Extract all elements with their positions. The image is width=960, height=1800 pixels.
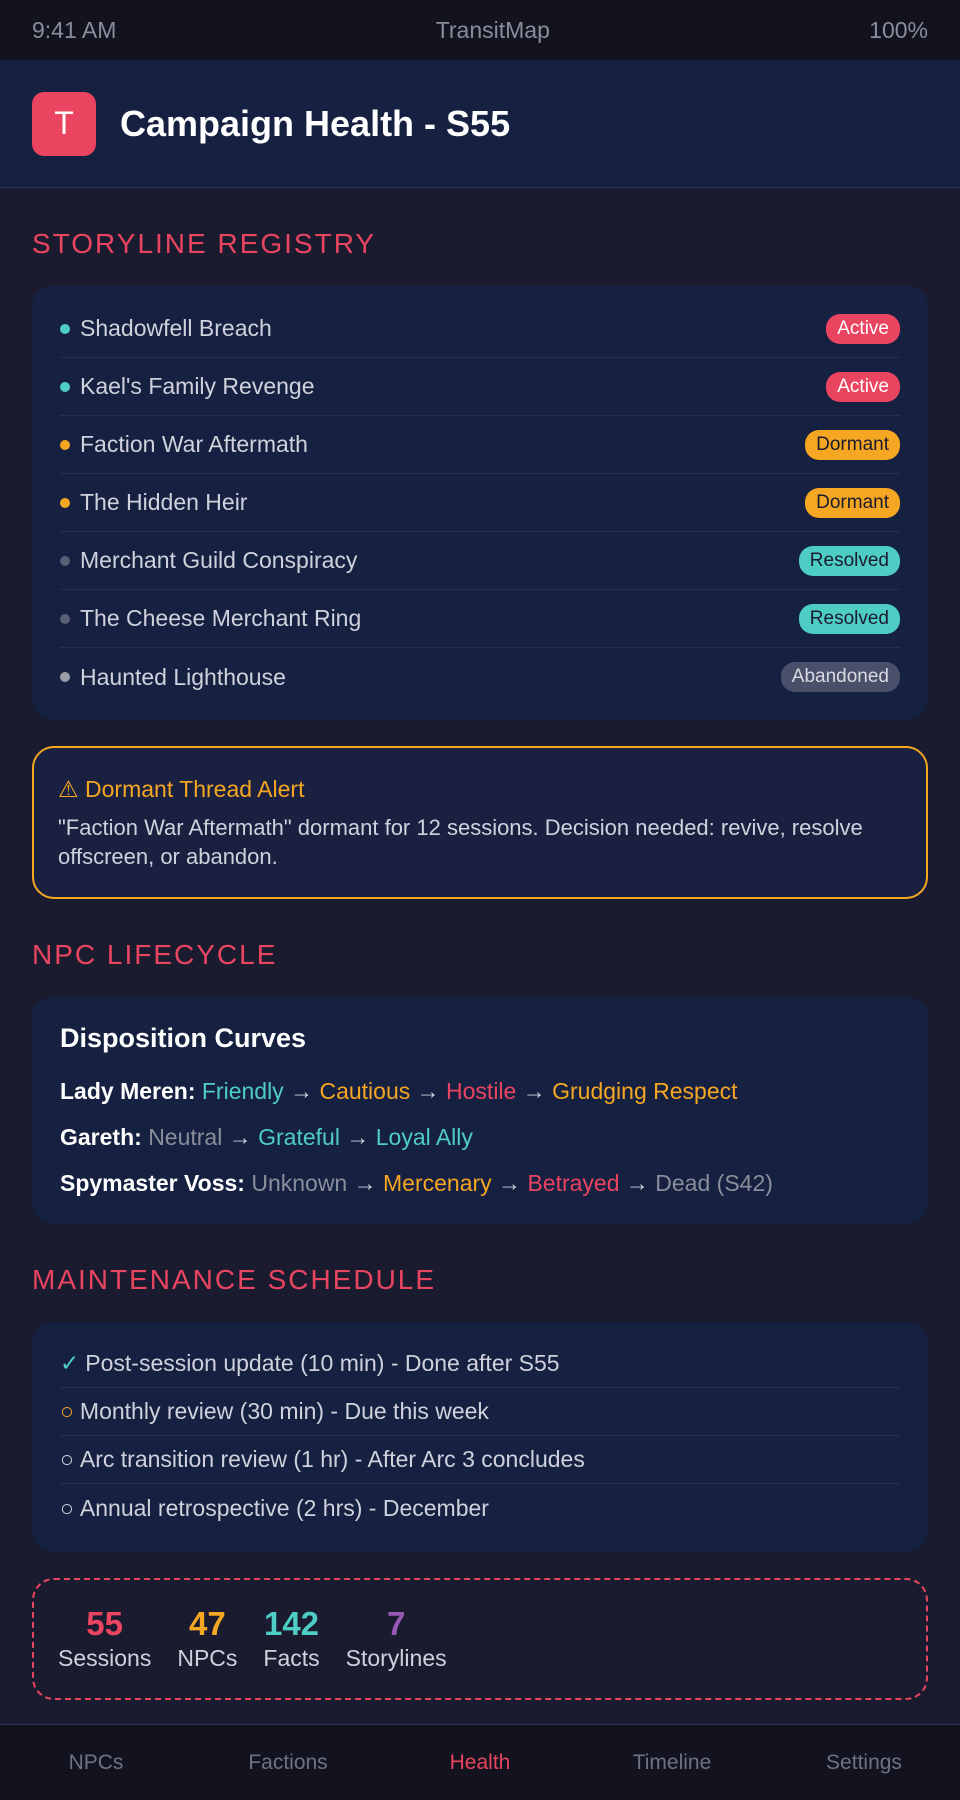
npc-lifecycle-title: NPC LIFECYCLE — [32, 939, 278, 970]
storyline-name: The Hidden Heir — [80, 489, 248, 515]
status-badge: Resolved — [799, 546, 900, 576]
maintenance-item[interactable] — [60, 1388, 900, 1436]
stat-facts — [263, 1605, 319, 1673]
npc-name: Lady Meren: — [60, 1078, 196, 1104]
dormant-thread-alert — [32, 746, 928, 899]
page-title: Campaign Health - S55 — [120, 102, 511, 144]
npc-lifecycle-card — [32, 997, 928, 1224]
stat-label: Sessions — [58, 1645, 152, 1671]
stat-label: NPCs — [177, 1645, 238, 1671]
npc-disposition-row — [60, 1160, 900, 1206]
storyline-row[interactable] — [60, 358, 900, 416]
status-bar — [0, 0, 960, 60]
alert-title-text: Dormant Thread Alert — [85, 776, 305, 802]
status-badge: Abandoned — [781, 662, 900, 692]
maintenance-text: Monthly review (30 min) - Due this week — [79, 1398, 489, 1424]
stat-value: 47 — [189, 1605, 226, 1642]
disposition-stage: Unknown — [251, 1170, 348, 1196]
storyline-registry-card — [32, 286, 928, 720]
app-header — [0, 60, 960, 188]
storyline-name: Faction War Aftermath — [80, 431, 308, 457]
disposition-stage: Neutral — [148, 1124, 223, 1150]
status-badge: Resolved — [799, 604, 900, 634]
stat-value: 55 — [86, 1605, 124, 1642]
status-dot-icon — [60, 324, 70, 334]
disposition-stage: Hostile — [446, 1078, 517, 1104]
disposition-stage: Betrayed — [527, 1170, 620, 1196]
disposition-stage: Cautious — [319, 1078, 411, 1104]
campaign-stats-panel — [32, 1578, 928, 1700]
storyline-name: Haunted Lighthouse — [80, 663, 286, 690]
status-dot-icon — [60, 556, 70, 566]
npc-disposition-row — [60, 1068, 900, 1114]
status-dot-icon — [60, 382, 70, 392]
maintenance-text: Arc transition review (1 hr) - After Arc 3 concludes — [79, 1446, 585, 1472]
stat-value: 7 — [386, 1605, 406, 1642]
bottom-nav — [0, 1724, 960, 1800]
stat-npcs — [177, 1605, 237, 1673]
status-dot-icon — [60, 614, 70, 624]
app-logo-icon: T — [32, 92, 96, 156]
storyline-name: Kael's Family Revenge — [80, 373, 315, 399]
status-time: 9:41 AM — [32, 16, 117, 43]
disposition-curves-heading: Disposition Curves — [60, 1023, 307, 1053]
status-battery: 100% — [869, 16, 928, 43]
arrow-right-icon: → — [353, 1170, 377, 1196]
storyline-name: The Cheese Merchant Ring — [80, 605, 362, 631]
maintenance-schedule-card — [32, 1322, 928, 1552]
arrow-right-icon: → — [346, 1124, 370, 1150]
status-app-name: TransitMap — [435, 16, 550, 43]
status-dot-icon — [60, 498, 70, 508]
maintenance-schedule-title: MAINTENANCE SCHEDULE — [32, 1264, 437, 1295]
stat-label: Storylines — [345, 1645, 447, 1671]
stat-sessions — [58, 1605, 151, 1673]
disposition-stage: Grateful — [258, 1124, 340, 1150]
arrow-right-icon: → — [290, 1078, 314, 1104]
npc-name: Spymaster Voss: — [60, 1170, 245, 1196]
disposition-stage: Friendly — [201, 1078, 284, 1104]
storyline-name: Shadowfell Breach — [80, 315, 272, 341]
disposition-stage: Loyal Ally — [375, 1124, 473, 1150]
disposition-stage: Grudging Respect — [552, 1078, 738, 1104]
arrow-right-icon: → — [498, 1170, 522, 1196]
nav-tab-timeline[interactable]: Timeline — [632, 1750, 712, 1774]
npc-name: Gareth: — [60, 1124, 142, 1150]
check-icon: ✓ — [60, 1350, 80, 1376]
nav-tab-npcs[interactable]: NPCs — [68, 1750, 124, 1774]
status-dot-icon — [60, 672, 70, 682]
maintenance-item[interactable] — [60, 1436, 900, 1484]
nav-tab-settings[interactable]: Settings — [826, 1750, 902, 1774]
status-badge: Dormant — [805, 430, 900, 460]
storyline-row[interactable] — [60, 590, 900, 648]
storyline-row[interactable] — [60, 300, 900, 358]
maintenance-item[interactable] — [60, 1340, 900, 1388]
storyline-row[interactable] — [60, 648, 900, 706]
storyline-name: Merchant Guild Conspiracy — [80, 547, 358, 573]
disposition-stage: Mercenary — [383, 1170, 492, 1196]
storyline-row[interactable] — [60, 474, 900, 532]
storyline-row[interactable] — [60, 532, 900, 590]
arrow-right-icon: → — [416, 1078, 440, 1104]
storyline-registry-title: STORYLINE REGISTRY — [32, 228, 377, 259]
circle-icon: ○ — [60, 1494, 74, 1521]
status-badge: Active — [826, 314, 900, 344]
storyline-row[interactable] — [60, 416, 900, 474]
warning-icon: ⚠ — [58, 776, 79, 802]
stat-label: Facts — [263, 1645, 320, 1671]
arrow-right-icon: → — [625, 1170, 649, 1196]
stat-storylines — [346, 1605, 447, 1673]
status-badge: Active — [826, 372, 900, 402]
maintenance-item[interactable] — [60, 1484, 900, 1532]
circle-icon: ○ — [60, 1446, 74, 1472]
maintenance-text: Post-session update (10 min) - Done after S55 — [85, 1350, 560, 1376]
status-badge: Dormant — [805, 488, 900, 518]
npc-disposition-row — [60, 1114, 900, 1160]
maintenance-text: Annual retrospective (2 hrs) - December — [79, 1494, 489, 1521]
arrow-right-icon: → — [522, 1078, 546, 1104]
nav-tab-factions[interactable]: Factions — [248, 1750, 328, 1774]
stat-value: 142 — [263, 1605, 320, 1642]
arrow-right-icon: → — [228, 1124, 252, 1150]
disposition-stage: Dead (S42) — [655, 1170, 773, 1196]
alert-body: "Faction War Aftermath" dormant for 12 sessions. Decision needed: revive, resolve offscreen, or abandon. — [58, 815, 863, 869]
status-dot-icon — [60, 440, 70, 450]
circle-icon: ○ — [60, 1398, 74, 1424]
nav-tab-health[interactable]: Health — [449, 1750, 511, 1774]
alert-title — [58, 776, 902, 803]
